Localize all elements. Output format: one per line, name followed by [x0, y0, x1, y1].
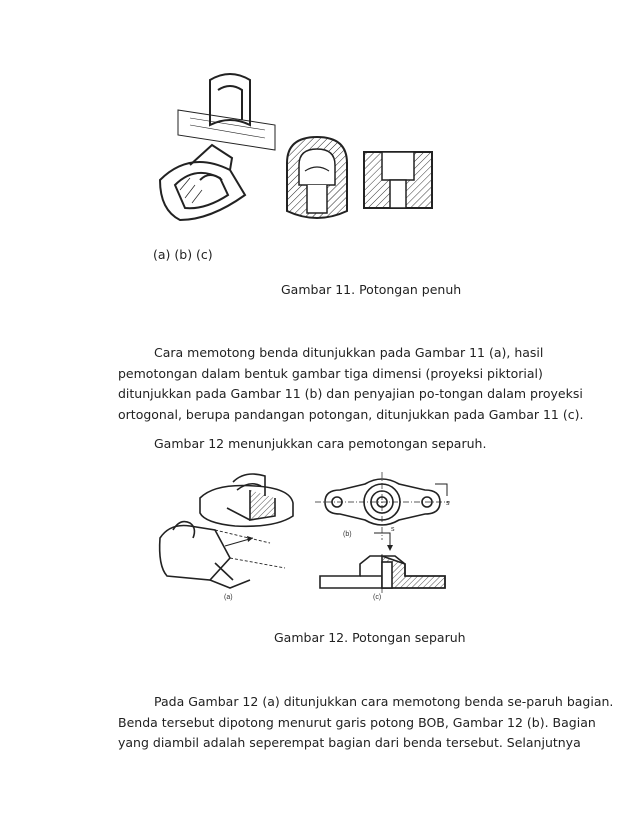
paragraph-1-line: ditunjukkan pada Gambar 11 (b) dan penyajian po-tongan dalam proyeksi — [118, 386, 583, 401]
paragraph-3 — [118, 692, 614, 754]
figure-12a-label: (a) — [224, 594, 233, 601]
paragraph-3-line: yang diambil adalah seperempat bagian dari benda tersebut. Selanjutnya — [118, 735, 581, 750]
paragraph-3-line: Benda tersebut dipotong menurut garis potong BOB, Gambar 12 (b). Bagian — [118, 714, 596, 730]
figure-11-sublabels: (a) (b) (c) — [153, 247, 213, 262]
figure-12b-section-mark-s-mid: s — [391, 526, 395, 533]
paragraph-1 — [118, 343, 584, 425]
paragraph-1-line: ortogonal, berupa pandangan potongan, ditunjukkan pada Gambar 11 (c). — [118, 406, 584, 422]
paragraph-1-line: Cara memotong benda ditunjukkan pada Gambar 11 (a), hasil — [154, 345, 544, 360]
figure-12c-front-half-section — [315, 554, 450, 594]
figure-11c-orthographic-section — [362, 150, 434, 210]
figure-11-caption: Gambar 11. Potongan penuh — [281, 282, 462, 297]
figure-12a-pictorial-half-cut — [155, 468, 305, 596]
figure-12b-section-mark-s: s — [446, 500, 450, 507]
paragraph-3-line: Pada Gambar 12 (a) ditunjukkan cara memotong benda se-paruh bagian. — [154, 694, 614, 709]
figure-11b-pictorial-section — [283, 133, 351, 228]
figure-12b-label: (b) — [343, 531, 352, 538]
figure-11a-pictorial-cut — [150, 70, 285, 230]
figure-12c-label: (c) — [373, 594, 382, 601]
figure-12b-section-arrow — [372, 529, 397, 553]
paragraph-2: Gambar 12 menunjukkan cara pemotongan separuh. — [154, 436, 487, 451]
paragraph-1-line: pemotongan dalam bentuk gambar tiga dimensi (proyeksi piktorial) — [118, 365, 543, 381]
figure-12-caption: Gambar 12. Potongan separuh — [274, 630, 466, 645]
